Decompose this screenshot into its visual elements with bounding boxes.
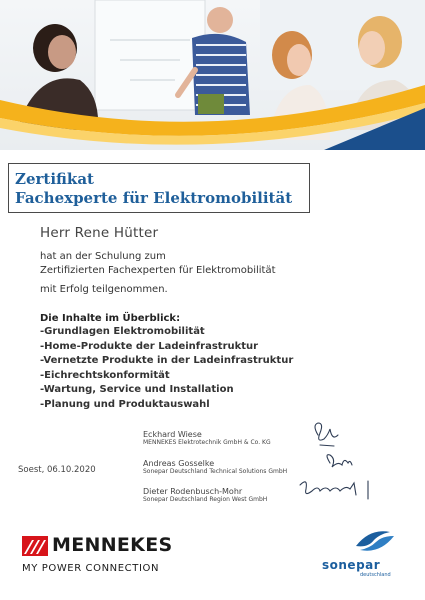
signatory-org: Sonepar Deutschland Technical Solutions GmbH	[143, 468, 288, 475]
sonepar-mark-icon	[350, 526, 400, 556]
signatory-block	[143, 459, 287, 475]
mennekes-tagline: MY POWER CONNECTION	[22, 563, 160, 574]
contents-item: -Home-Produkte der Ladeinfrastruktur	[40, 340, 259, 352]
mennekes-mark-icon	[22, 536, 48, 556]
title-box	[8, 163, 310, 213]
signatory-org: Sonepar Deutschland Region West GmbH	[143, 496, 268, 503]
signatory-block	[143, 487, 267, 503]
signatory-block	[143, 430, 271, 446]
contents-item: -Wartung, Service und Installation	[40, 384, 234, 396]
mennekes-wordmark: MENNEKES	[52, 534, 173, 556]
recipient-name: Herr Rene Hütter	[40, 225, 159, 241]
header-photo	[0, 0, 425, 150]
body-text-line: hat an der Schulung zum	[40, 251, 166, 262]
signatory-org: MENNEKES Elektrotechnik GmbH & Co. KG	[143, 439, 271, 446]
body-text-line: Zertifizierten Fachexperten für Elektromobilität	[40, 265, 276, 276]
sonepar-logo	[322, 526, 402, 578]
sonepar-subtitle: deutschland	[360, 572, 391, 578]
contents-item: -Grundlagen Elektromobilität	[40, 326, 205, 337]
place-date: Soest, 06.10.2020	[18, 465, 96, 475]
contents-heading: Die Inhalte im Überblick:	[40, 313, 181, 324]
contents-list	[40, 313, 293, 413]
signatory-name: Andreas Gosselke	[143, 459, 215, 468]
handwritten-signatures	[290, 415, 400, 510]
sonepar-wordmark: sonepar	[322, 558, 381, 572]
certificate-title: Zertifikat	[15, 170, 94, 188]
signatory-name: Eckhard Wiese	[143, 430, 202, 439]
signatory-name: Dieter Rodenbusch-Mohr	[143, 487, 243, 496]
contents-item: -Eichrechtskonformität	[40, 369, 170, 381]
contents-item: -Vernetzte Produkte in der Ladeinfrastruktur	[40, 355, 294, 367]
body-text-line: mit Erfolg teilgenommen.	[40, 284, 168, 295]
contents-item: -Planung und Produktauswahl	[40, 398, 210, 410]
certificate-subtitle: Fachexperte für Elektromobilität	[15, 189, 293, 207]
